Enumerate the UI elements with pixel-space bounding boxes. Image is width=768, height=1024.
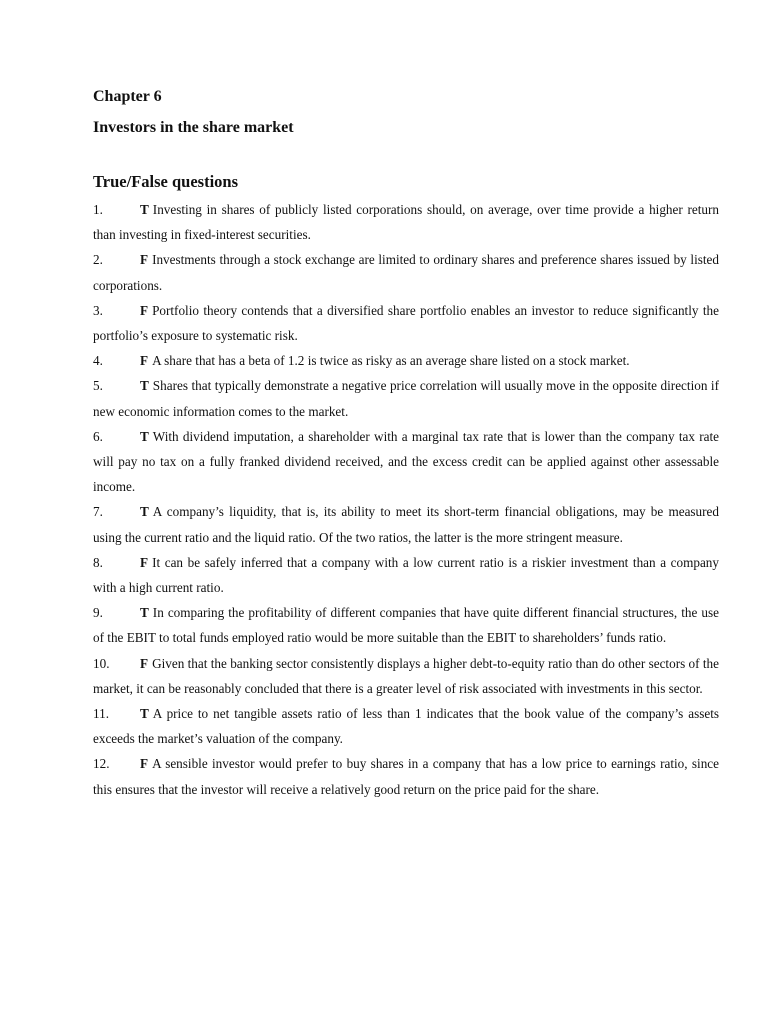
question-item	[93, 651, 719, 701]
question-text: It can be safely inferred that a company with a low current ratio is a riskier investment than a company with a high current ratio.	[93, 554, 719, 596]
question-item	[93, 424, 719, 500]
question-number: 12.	[93, 756, 110, 772]
question-text: A company’s liquidity, that is, its ability to meet its short-term financial obligations, may be measured using the current ratio and the liquid ratio. Of the two ratios, the latter is the more stringent measure.	[93, 504, 719, 545]
question-text: Investing in shares of publicly listed corporations should, on average, over time provide a higher return than investing in fixed-interest securities.	[93, 202, 719, 243]
question-answer: T	[140, 605, 149, 621]
question-answer: T	[140, 504, 149, 520]
question-answer: T	[140, 706, 149, 722]
question-number: 2.	[93, 252, 103, 268]
question-item	[93, 298, 719, 348]
question-text: A price to net tangible assets ratio of less than 1 indicates that the book value of the company’s assets exceeds the market’s valuation of the company.	[93, 706, 719, 747]
question-number: 3.	[93, 302, 103, 318]
question-answer: T	[140, 428, 149, 444]
question-number: 9.	[93, 605, 103, 621]
document-page	[93, 86, 719, 802]
question-text: Shares that typically demonstrate a negative price correlation will usually move in the opposite direction if new economic information comes to the market.	[93, 378, 719, 419]
question-text: With dividend imputation, a shareholder with a marginal tax rate that is lower than the company tax rate will pay no tax on a fully franked dividend received, and the excess credit can be applied against other assessable income.	[93, 428, 719, 495]
question-answer: F	[140, 655, 149, 671]
question-item	[93, 197, 719, 247]
question-answer: T	[140, 378, 149, 394]
question-item	[93, 701, 719, 751]
question-item	[93, 348, 719, 373]
question-list	[93, 197, 719, 802]
question-text: Investments through a stock exchange are limited to ordinary shares and preference shares issued by listed corporations.	[93, 252, 719, 293]
question-answer: F	[140, 353, 149, 369]
question-number: 7.	[93, 504, 103, 520]
question-text: Given that the banking sector consistently displays a higher debt-to-equity ratio than do other sectors of the market, it can be reasonably concluded that there is a greater level of risk associated with investments in this sector.	[93, 655, 719, 696]
question-text: In comparing the profitability of different companies that have quite different financial structures, the use of the EBIT to total funds employed ratio would be more suitable than the EBIT to shareholders’ funds ratio.	[93, 605, 719, 646]
chapter-heading: Chapter 6	[93, 88, 162, 105]
question-answer: F	[140, 554, 149, 570]
question-answer: F	[140, 252, 149, 268]
question-item	[93, 373, 719, 423]
question-number: 1.	[93, 202, 103, 217]
section-heading: True/False questions	[93, 172, 238, 191]
question-answer: F	[140, 756, 149, 772]
question-item	[93, 247, 719, 297]
question-item	[93, 600, 719, 650]
question-number: 6.	[93, 428, 103, 444]
question-text: A share that has a beta of 1.2 is twice as risky as an average share listed on a stock market.	[152, 353, 630, 369]
question-item	[93, 499, 719, 549]
question-item	[93, 751, 719, 801]
question-number: 11.	[93, 706, 109, 722]
question-number: 5.	[93, 378, 103, 394]
question-answer: T	[140, 202, 149, 217]
question-item	[93, 550, 719, 600]
question-text: Portfolio theory contends that a diversified share portfolio enables an investor to reduce significantly the portfolio’s exposure to systematic risk.	[93, 302, 719, 344]
question-text: A sensible investor would prefer to buy shares in a company that has a low price to earnings ratio, since this ensures that the investor will receive a relatively good return on the price paid for the share.	[93, 756, 719, 797]
question-answer: F	[140, 302, 149, 318]
question-number: 10.	[93, 655, 110, 671]
chapter-title: Investors in the share market	[93, 119, 294, 136]
question-number: 8.	[93, 554, 103, 570]
question-number: 4.	[93, 353, 103, 369]
